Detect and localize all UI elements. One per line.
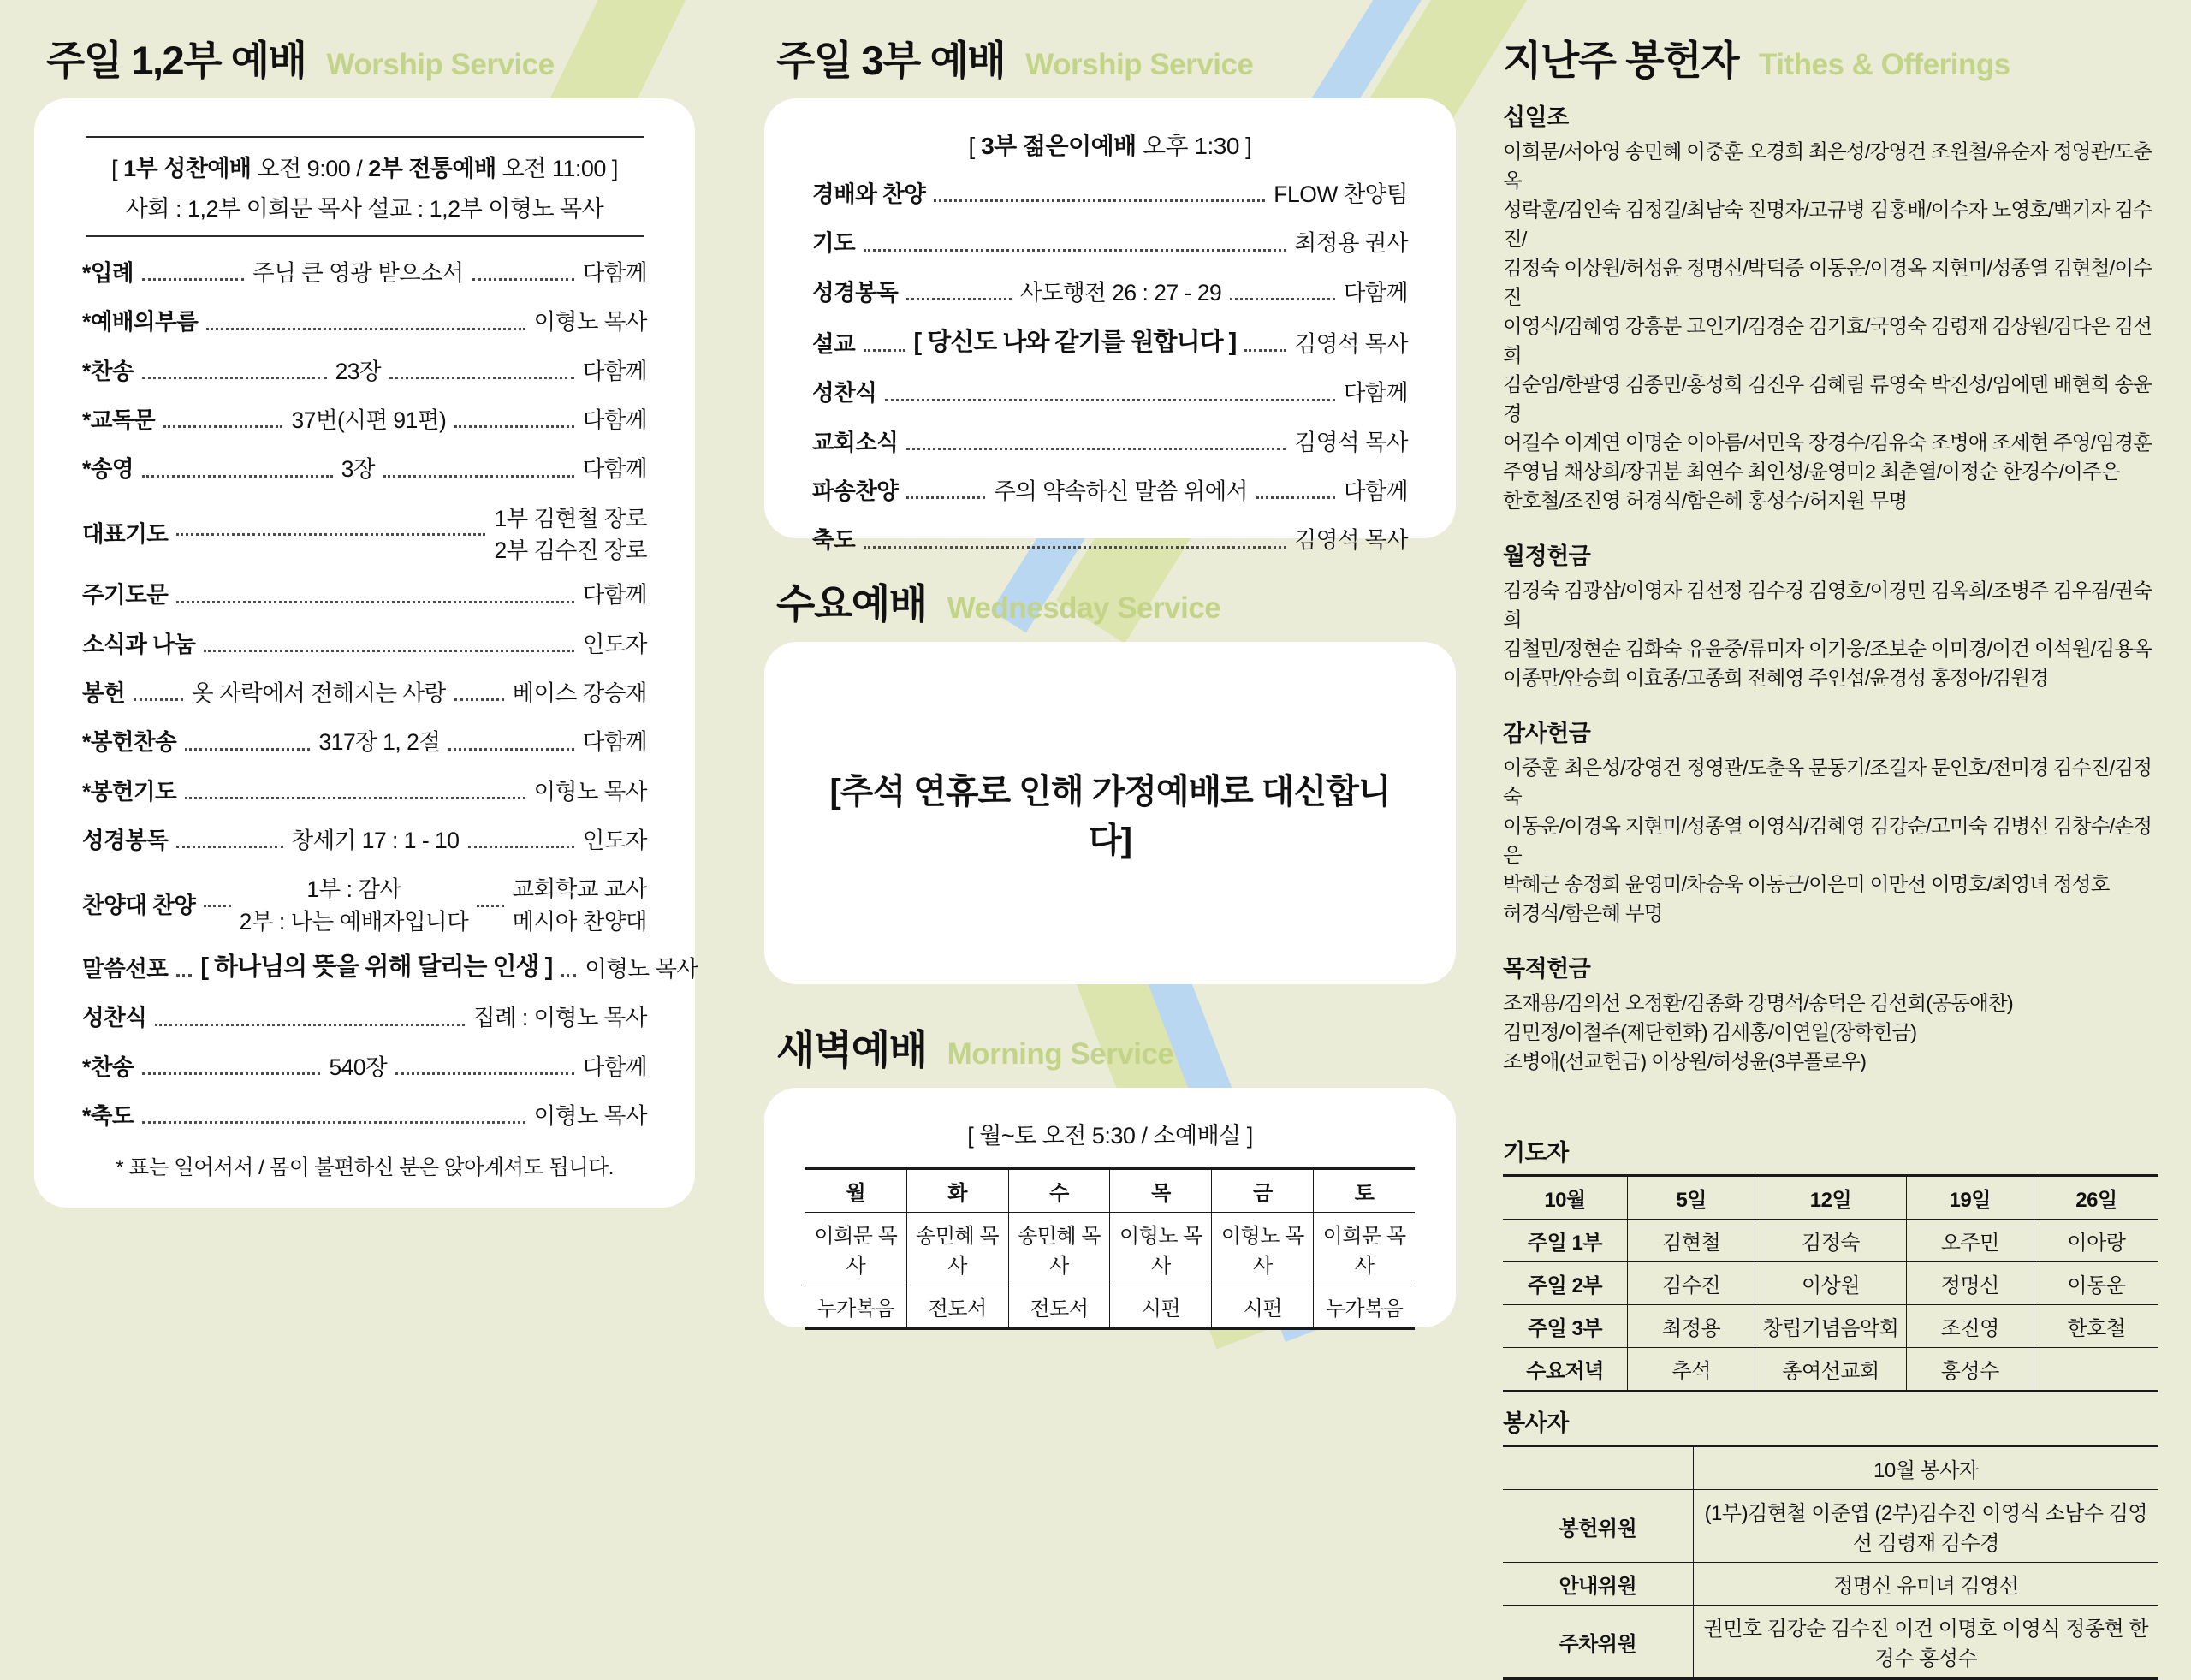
order-row-text: 창세기 17 : 1 - 10 bbox=[291, 827, 460, 853]
table-cell: 주차위원 bbox=[1503, 1606, 1693, 1679]
table-cell: 최정용 bbox=[1628, 1305, 1755, 1348]
offering-names-line: 이희문/서아영 송민혜 이중훈 오경희 최은성/강영건 조원철/유순자 정영관/도춘옥 bbox=[1503, 140, 2152, 192]
dotted-leader bbox=[864, 349, 905, 352]
table-cell: 이희문 목사 bbox=[805, 1213, 906, 1285]
text-segment: [ bbox=[968, 133, 982, 159]
dotted-leader bbox=[142, 1072, 320, 1075]
dotted-leader bbox=[885, 399, 1334, 401]
offering-group bbox=[1503, 715, 2158, 928]
dotted-leader bbox=[389, 377, 574, 379]
table-cell: 송민혜 목사 bbox=[1008, 1213, 1110, 1285]
offering-names-line: 이중훈 최은성/강영건 정영관/도춘옥 문동기/조길자 문인호/전미경 김수진/김정숙 bbox=[1503, 757, 2152, 808]
order-row bbox=[82, 827, 647, 854]
offering-group-title: 감사헌금 bbox=[1503, 721, 1591, 746]
offering-names-line: 이종만/안승희 이효종/고종희 전혜영 주인섭/윤경성 홍정아/김원경 bbox=[1503, 667, 2049, 689]
table-cell: 한호철 bbox=[2034, 1305, 2158, 1348]
order-row-text: 540장 bbox=[329, 1054, 388, 1080]
text-segment: [ bbox=[111, 156, 124, 181]
order-row-text: 이형노 목사 bbox=[585, 955, 698, 982]
table-cell: 조진영 bbox=[1906, 1305, 2034, 1348]
text-segment: 1부 성찬예배 bbox=[123, 156, 252, 181]
dotted-leader bbox=[454, 698, 504, 701]
dotted-leader bbox=[185, 748, 310, 751]
order-row-label: 성찬식 bbox=[82, 1005, 147, 1031]
table-cell: 이형노 목사 bbox=[1110, 1213, 1212, 1285]
order-row-label: 대표기도 bbox=[82, 521, 169, 548]
order-row bbox=[812, 526, 1408, 554]
table-cell: 정명신 bbox=[1906, 1262, 2034, 1305]
table-cell: (1부)김현철 이준엽 (2부)김수진 이영식 소남수 김영선 김령재 김수경 bbox=[1693, 1490, 2158, 1563]
card-service3 bbox=[764, 98, 1456, 554]
order-row-label: *봉헌기도 bbox=[82, 778, 177, 804]
order-row-text: 김영석 목사 bbox=[1294, 429, 1408, 455]
order-row-text: 베이스 강승재 bbox=[512, 680, 648, 706]
dotted-leader bbox=[176, 846, 282, 848]
order-row-text: 이형노 목사 bbox=[533, 1102, 647, 1129]
order-row-lines bbox=[513, 876, 647, 935]
divider bbox=[86, 235, 644, 237]
order-row bbox=[82, 953, 698, 982]
section-title-ko: 주일 3부 예배 bbox=[776, 38, 1006, 83]
dotted-leader bbox=[204, 650, 573, 652]
table-cell: 시편 bbox=[1110, 1285, 1212, 1329]
order-row-text: [ 하나님의 뜻을 위해 달리는 인생 ] bbox=[200, 953, 553, 981]
offering-names-line: 성락훈/김인숙 김정길/최남숙 진명자/고규병 김홍배/이수자 노영호/백기자 김수진/ bbox=[1503, 199, 2152, 250]
table-cell: 이상원 bbox=[1755, 1262, 1906, 1305]
order-row-label: 교회소식 bbox=[812, 429, 899, 455]
section-header-service12 bbox=[46, 29, 695, 86]
table-row bbox=[1503, 1606, 2158, 1679]
volunteer-title: 봉사자 bbox=[1503, 1410, 1569, 1436]
offering-names-line: 김순임/한팔영 김종민/홍성희 김진우 김혜림 류영숙 박진성/임에덴 배현희 송윤경 bbox=[1503, 373, 2152, 424]
offering-names-line: 허경식/함은혜 무명 bbox=[1503, 902, 1663, 924]
order-row-label: *찬송 bbox=[82, 358, 134, 384]
order-row-text: 주의 약속하신 말씀 위에서 bbox=[994, 478, 1248, 505]
service12-order-list bbox=[80, 259, 698, 1130]
order-row bbox=[82, 358, 647, 385]
section-title-en: Worship Service bbox=[1025, 48, 1254, 81]
dotted-leader bbox=[864, 249, 1286, 252]
order-row-text: 317장 1, 2절 bbox=[318, 729, 441, 756]
table-cell: 김정숙 bbox=[1755, 1220, 1906, 1262]
order-row-text: 37번(시편 91편) bbox=[291, 407, 447, 433]
order-row-text: 이형노 목사 bbox=[533, 778, 647, 804]
table-header-cell: 토 bbox=[1314, 1169, 1415, 1213]
offering-names-line: 조병애(선교헌금) 이상원/허성윤(3부플로우) bbox=[1503, 1050, 1867, 1072]
order-row-text: 1부 김현철 장로 bbox=[494, 505, 647, 531]
order-row-text: [ 당신도 나와 같기를 원합니다 ] bbox=[913, 328, 1237, 356]
table-cell: 추석 bbox=[1628, 1348, 1755, 1392]
order-row-text: 2부 김수진 장로 bbox=[494, 537, 647, 563]
order-row bbox=[812, 181, 1408, 208]
order-row-label: *교독문 bbox=[82, 407, 156, 433]
order-row-label: *찬송 bbox=[82, 1054, 134, 1080]
dotted-leader bbox=[561, 974, 576, 977]
service12-footnote: * 표는 일어서서 / 몸이 불편하신 분은 앉아계셔도 됩니다. bbox=[116, 1156, 614, 1180]
offering-names-line: 조재용/김의선 오정환/김종화 강명석/송덕은 김선희(공동애찬) bbox=[1503, 992, 2013, 1014]
wednesday-notice: [추석 연휴로 인해 가정예배로 대신합니다] bbox=[829, 773, 1391, 859]
order-row-lines bbox=[494, 505, 647, 565]
dotted-leader bbox=[155, 1024, 465, 1026]
table-row bbox=[1503, 1220, 2158, 1262]
column-offerings bbox=[1503, 0, 2158, 1680]
section-title-ko: 새벽예배 bbox=[776, 1027, 927, 1072]
section-title-ko: 수요예배 bbox=[776, 581, 927, 626]
dotted-leader bbox=[1244, 349, 1286, 352]
order-row-label: 성찬식 bbox=[812, 380, 877, 407]
order-row bbox=[82, 1054, 647, 1081]
section-title-ko: 주일 1,2부 예배 bbox=[46, 38, 306, 83]
offering-names-line: 김경숙 김광삼/이영자 김선정 김수경 김영호/이경민 김옥희/조병주 김우겸/권숙희 bbox=[1503, 579, 2152, 631]
table-row bbox=[1503, 1305, 2158, 1348]
dotted-leader bbox=[383, 475, 574, 478]
order-row-label: 성경봉독 bbox=[812, 279, 899, 306]
order-row bbox=[82, 407, 647, 434]
table-header-cell: 월 bbox=[805, 1169, 906, 1213]
order-row-text: 인도자 bbox=[582, 631, 647, 657]
order-row-label: *입례 bbox=[82, 260, 134, 286]
offering-names bbox=[1503, 753, 2158, 928]
table-cell: 누가복음 bbox=[1314, 1285, 1415, 1329]
table-header-cell: 5일 bbox=[1628, 1176, 1755, 1220]
table-cell: 봉헌위원 bbox=[1503, 1490, 1693, 1563]
offering-group bbox=[1503, 950, 2158, 1076]
order-row bbox=[812, 429, 1408, 456]
table-cell: 주일 3부 bbox=[1503, 1305, 1628, 1348]
order-row bbox=[812, 379, 1408, 407]
order-row bbox=[82, 778, 647, 805]
dotted-leader bbox=[472, 278, 574, 281]
section-title-en: Morning Service bbox=[947, 1037, 1174, 1071]
order-row bbox=[812, 279, 1408, 306]
dotted-leader bbox=[204, 905, 230, 907]
table-cell bbox=[2034, 1348, 2158, 1392]
order-row-label: 성경봉독 bbox=[82, 827, 169, 853]
data-table bbox=[1503, 1445, 2158, 1680]
order-row-label: *송영 bbox=[82, 456, 134, 483]
order-row bbox=[82, 1102, 647, 1130]
order-row bbox=[812, 478, 1408, 505]
order-row-label: *예배의부름 bbox=[82, 309, 199, 335]
offering-names bbox=[1503, 137, 2158, 515]
offering-names-line: 이영식/김혜영 강흥분 고인기/김경순 김기효/국영숙 김령재 김상원/김다은 김선희 bbox=[1503, 315, 2152, 366]
dotted-leader bbox=[142, 1121, 525, 1124]
offering-group-title: 목적헌금 bbox=[1503, 956, 1591, 982]
table-cell: 전도서 bbox=[906, 1285, 1008, 1329]
order-row bbox=[82, 581, 647, 608]
prayer-table bbox=[1503, 1174, 2158, 1392]
order-row-text: 다함께 bbox=[1343, 380, 1408, 407]
dotted-leader bbox=[906, 448, 1286, 450]
data-table bbox=[1503, 1174, 2158, 1392]
order-row-label: 설교 bbox=[812, 331, 856, 358]
table-cell: 이동운 bbox=[2034, 1262, 2158, 1305]
section-title-en: Tithes & Offerings bbox=[1758, 48, 2010, 81]
section-title-en: Wednesday Service bbox=[947, 591, 1221, 625]
order-row-text: 인도자 bbox=[582, 827, 647, 853]
table-cell: 이형노 목사 bbox=[1212, 1213, 1314, 1285]
offering-names-line: 김민정/이철주(제단헌화) 김세홍/이연일(장학헌금) bbox=[1503, 1021, 1917, 1043]
table-row bbox=[805, 1285, 1415, 1329]
offering-names-line: 한호철/조진영 허경식/함은혜 홍성수/허지원 무명 bbox=[1503, 490, 1908, 512]
dotted-leader bbox=[1230, 298, 1334, 300]
table-cell: 정명신 유미녀 김영선 bbox=[1693, 1563, 2158, 1606]
table-header-cell: 화 bbox=[906, 1169, 1008, 1213]
dotted-leader bbox=[176, 601, 573, 603]
text-segment: 오후 1:30 ] bbox=[1136, 133, 1252, 159]
section-title-en: Worship Service bbox=[326, 48, 555, 81]
divider bbox=[86, 136, 644, 138]
volunteer-block bbox=[1503, 1404, 2158, 1680]
morning-time-info: [ 월~토 오전 5:30 / 소예배실 ] bbox=[967, 1123, 1253, 1149]
order-row-label: 경배와 찬양 bbox=[812, 181, 926, 207]
table-header-cell: 금 bbox=[1212, 1169, 1314, 1213]
column-service3 bbox=[764, 0, 1456, 1327]
table-header-cell: 12일 bbox=[1755, 1176, 1906, 1220]
order-row bbox=[82, 505, 647, 565]
table-cell: 창립기념음악회 bbox=[1755, 1305, 1906, 1348]
dotted-leader bbox=[468, 846, 574, 848]
order-row-text: 사도행전 26 : 27 - 29 bbox=[1019, 279, 1222, 306]
table-row bbox=[1503, 1563, 2158, 1606]
order-row bbox=[82, 259, 647, 287]
dotted-leader bbox=[185, 797, 525, 799]
section-header-offerings bbox=[1503, 29, 2158, 86]
table-cell: 안내위원 bbox=[1503, 1563, 1693, 1606]
dotted-leader bbox=[176, 533, 485, 536]
order-row-text: 교회학교 교사 bbox=[512, 876, 648, 903]
dotted-leader bbox=[1256, 496, 1335, 499]
offering-names bbox=[1503, 988, 2158, 1076]
order-row-label: 봉헌 bbox=[82, 680, 126, 706]
order-row bbox=[82, 728, 647, 756]
order-row-label: 기도 bbox=[812, 230, 856, 257]
service3-order-list bbox=[810, 181, 1410, 555]
table-cell: 수요저녁 bbox=[1503, 1348, 1628, 1392]
card-service12 bbox=[34, 98, 698, 1208]
prayer-block bbox=[1503, 1134, 2158, 1392]
order-row-label: 주기도문 bbox=[82, 582, 169, 608]
table-header-cell: 10월 봉사자 bbox=[1693, 1446, 2158, 1490]
table-cell: 주일 2부 bbox=[1503, 1262, 1628, 1305]
offering-group bbox=[1503, 537, 2158, 692]
order-row bbox=[82, 455, 647, 483]
order-row-text: FLOW 찬양팀 bbox=[1274, 181, 1408, 207]
dotted-leader bbox=[454, 425, 573, 428]
dotted-leader bbox=[142, 377, 327, 379]
order-row-text: 1부 : 감사 bbox=[306, 876, 401, 903]
table-row bbox=[1503, 1262, 2158, 1305]
table-header-cell bbox=[1503, 1446, 1693, 1490]
order-row-text: 김영석 목사 bbox=[1294, 527, 1408, 554]
table-header-cell: 19일 bbox=[1906, 1176, 2034, 1220]
text-segment: 오전 9:00 / bbox=[251, 156, 369, 181]
table-row bbox=[805, 1169, 1415, 1213]
dotted-leader bbox=[134, 698, 183, 701]
order-row-text: 다함께 bbox=[582, 582, 647, 608]
order-row-text: 다함께 bbox=[582, 729, 648, 756]
data-table bbox=[805, 1167, 1415, 1330]
service12-time-info bbox=[80, 150, 649, 183]
order-row-text: 23장 bbox=[335, 358, 382, 384]
offering-names-line: 이동운/이경옥 지현미/성종열 이영식/김혜영 김강순/고미숙 김병선 김창수/손정은 bbox=[1503, 815, 2152, 866]
section-header-service3 bbox=[776, 29, 1456, 86]
table-cell: 오주민 bbox=[1906, 1220, 2034, 1262]
dotted-leader bbox=[934, 199, 1265, 202]
offering-group bbox=[1503, 98, 2158, 515]
offering-names-line: 김정숙 이상원/허성윤 정명신/박덕증 이동운/이경옥 지현미/성종열 김현철/이수진 bbox=[1503, 257, 2152, 308]
order-row bbox=[82, 680, 647, 707]
order-row-text: 다함께 bbox=[1343, 279, 1409, 306]
order-row-text: 주님 큰 영광 받으소서 bbox=[252, 260, 464, 286]
order-row-label: 축도 bbox=[812, 527, 856, 554]
section-title-ko: 지난주 봉헌자 bbox=[1503, 38, 1738, 83]
card-morning bbox=[764, 1088, 1456, 1327]
order-row-text: 다함께 bbox=[582, 456, 648, 483]
order-row-text: 옷 자락에서 전해지는 사랑 bbox=[192, 680, 446, 706]
dotted-leader bbox=[906, 496, 985, 499]
order-row-label: 파송찬양 bbox=[812, 478, 899, 505]
dotted-leader bbox=[206, 328, 525, 330]
order-row-text: 최정용 권사 bbox=[1294, 230, 1408, 257]
table-cell: 이희문 목사 bbox=[1314, 1213, 1415, 1285]
card-wednesday bbox=[764, 642, 1456, 984]
table-cell: 누가복음 bbox=[805, 1285, 906, 1329]
table-header-cell: 26일 bbox=[2034, 1176, 2158, 1220]
column-service12 bbox=[34, 0, 698, 1208]
offering-groups bbox=[1503, 98, 2158, 1076]
table-cell: 홍성수 bbox=[1906, 1348, 2034, 1392]
dotted-leader bbox=[448, 748, 573, 751]
section-header-morning bbox=[776, 1018, 1456, 1076]
order-row bbox=[82, 631, 647, 658]
offering-names-line: 주영님 채상희/장귀분 최연수 최인성/윤영미2 최춘열/이정순 한경수/이주은 bbox=[1503, 460, 2120, 483]
table-cell: 이아랑 bbox=[2034, 1220, 2158, 1262]
dotted-leader bbox=[395, 1072, 573, 1075]
order-row-text: 다함께 bbox=[582, 407, 647, 433]
prayer-title: 기도자 bbox=[1503, 1140, 1569, 1166]
table-row bbox=[805, 1213, 1415, 1285]
dotted-leader bbox=[142, 278, 244, 281]
table-cell: 총여선교회 bbox=[1755, 1348, 1906, 1392]
order-row-label: 말씀선포 bbox=[82, 955, 169, 982]
order-row bbox=[812, 328, 1408, 358]
offering-names bbox=[1503, 576, 2158, 692]
order-row-text: 2부 : 나는 예배자입니다 bbox=[239, 908, 469, 935]
order-row-lines bbox=[240, 876, 469, 935]
offering-group-title: 월정헌금 bbox=[1503, 543, 1591, 569]
order-row bbox=[82, 308, 647, 335]
dotted-leader bbox=[176, 974, 192, 977]
table-header-cell: 수 bbox=[1008, 1169, 1110, 1213]
offering-names-line: 김철민/정현순 김화숙 유윤중/류미자 이기웅/조보순 이미경/이건 이석원/김용옥 bbox=[1503, 638, 2152, 660]
table-cell: 김수진 bbox=[1628, 1262, 1755, 1305]
table-header-cell: 목 bbox=[1110, 1169, 1212, 1213]
dotted-leader bbox=[142, 475, 333, 478]
service12-leaders-info: 사회 : 1,2부 이희문 목사 설교 : 1,2부 이형노 목사 bbox=[125, 196, 604, 222]
table-cell: 송민혜 목사 bbox=[906, 1213, 1008, 1285]
dotted-leader bbox=[477, 905, 503, 907]
order-row-text: 다함께 bbox=[582, 260, 647, 286]
order-row bbox=[82, 876, 647, 935]
text-segment: 오전 11:00 ] bbox=[496, 156, 618, 181]
table-row bbox=[1503, 1446, 2158, 1490]
table-cell: 전도서 bbox=[1008, 1285, 1110, 1329]
offering-names-line: 어길수 이계연 이명순 이아름/서민욱 장경수/김유숙 조병애 조세현 주영/임경훈 bbox=[1503, 431, 2152, 454]
volunteer-table bbox=[1503, 1445, 2158, 1680]
order-row-label: 소식과 나눔 bbox=[82, 631, 196, 657]
order-row-text: 집례 : 이형노 목사 bbox=[472, 1005, 647, 1031]
order-row bbox=[82, 1004, 647, 1031]
service3-time-info bbox=[810, 128, 1410, 162]
table-cell: 권민호 김강순 김수진 이건 이명호 이영식 정종현 한경수 홍성수 bbox=[1693, 1606, 2158, 1679]
text-segment: 3부 젊은이예배 bbox=[981, 133, 1137, 159]
order-row-text: 다함께 bbox=[582, 358, 647, 384]
dotted-leader bbox=[906, 298, 1011, 300]
table-header-cell: 10월 bbox=[1503, 1176, 1628, 1220]
order-row-label: *봉헌찬송 bbox=[82, 729, 177, 756]
table-row bbox=[1503, 1490, 2158, 1563]
table-cell: 시편 bbox=[1212, 1285, 1314, 1329]
dotted-leader bbox=[163, 425, 282, 428]
order-row-text: 김영석 목사 bbox=[1294, 331, 1408, 358]
order-row-text: 다함께 bbox=[582, 1054, 647, 1080]
order-row-text: 3장 bbox=[341, 456, 376, 483]
order-row-label: 찬양대 찬양 bbox=[82, 892, 196, 918]
section-header-wednesday bbox=[776, 573, 1456, 630]
table-row bbox=[1503, 1176, 2158, 1220]
order-row-text: 메시아 찬양대 bbox=[512, 908, 648, 935]
order-row-text: 이형노 목사 bbox=[533, 309, 647, 335]
text-segment: 2부 전통예배 bbox=[368, 156, 496, 181]
offering-group-title: 십일조 bbox=[1503, 104, 1569, 130]
table-cell: 주일 1부 bbox=[1503, 1220, 1628, 1262]
order-row-label: *축도 bbox=[82, 1102, 134, 1129]
order-row-text: 다함께 bbox=[1343, 478, 1408, 505]
offering-names-line: 박혜근 송정희 윤영미/차승욱 이동근/이은미 이만선 이명호/최영녀 정성호 bbox=[1503, 873, 2110, 895]
dotted-leader bbox=[864, 546, 1286, 549]
order-row bbox=[812, 229, 1408, 257]
morning-schedule-table bbox=[805, 1167, 1415, 1330]
table-row bbox=[1503, 1348, 2158, 1392]
table-cell: 김현철 bbox=[1628, 1220, 1755, 1262]
